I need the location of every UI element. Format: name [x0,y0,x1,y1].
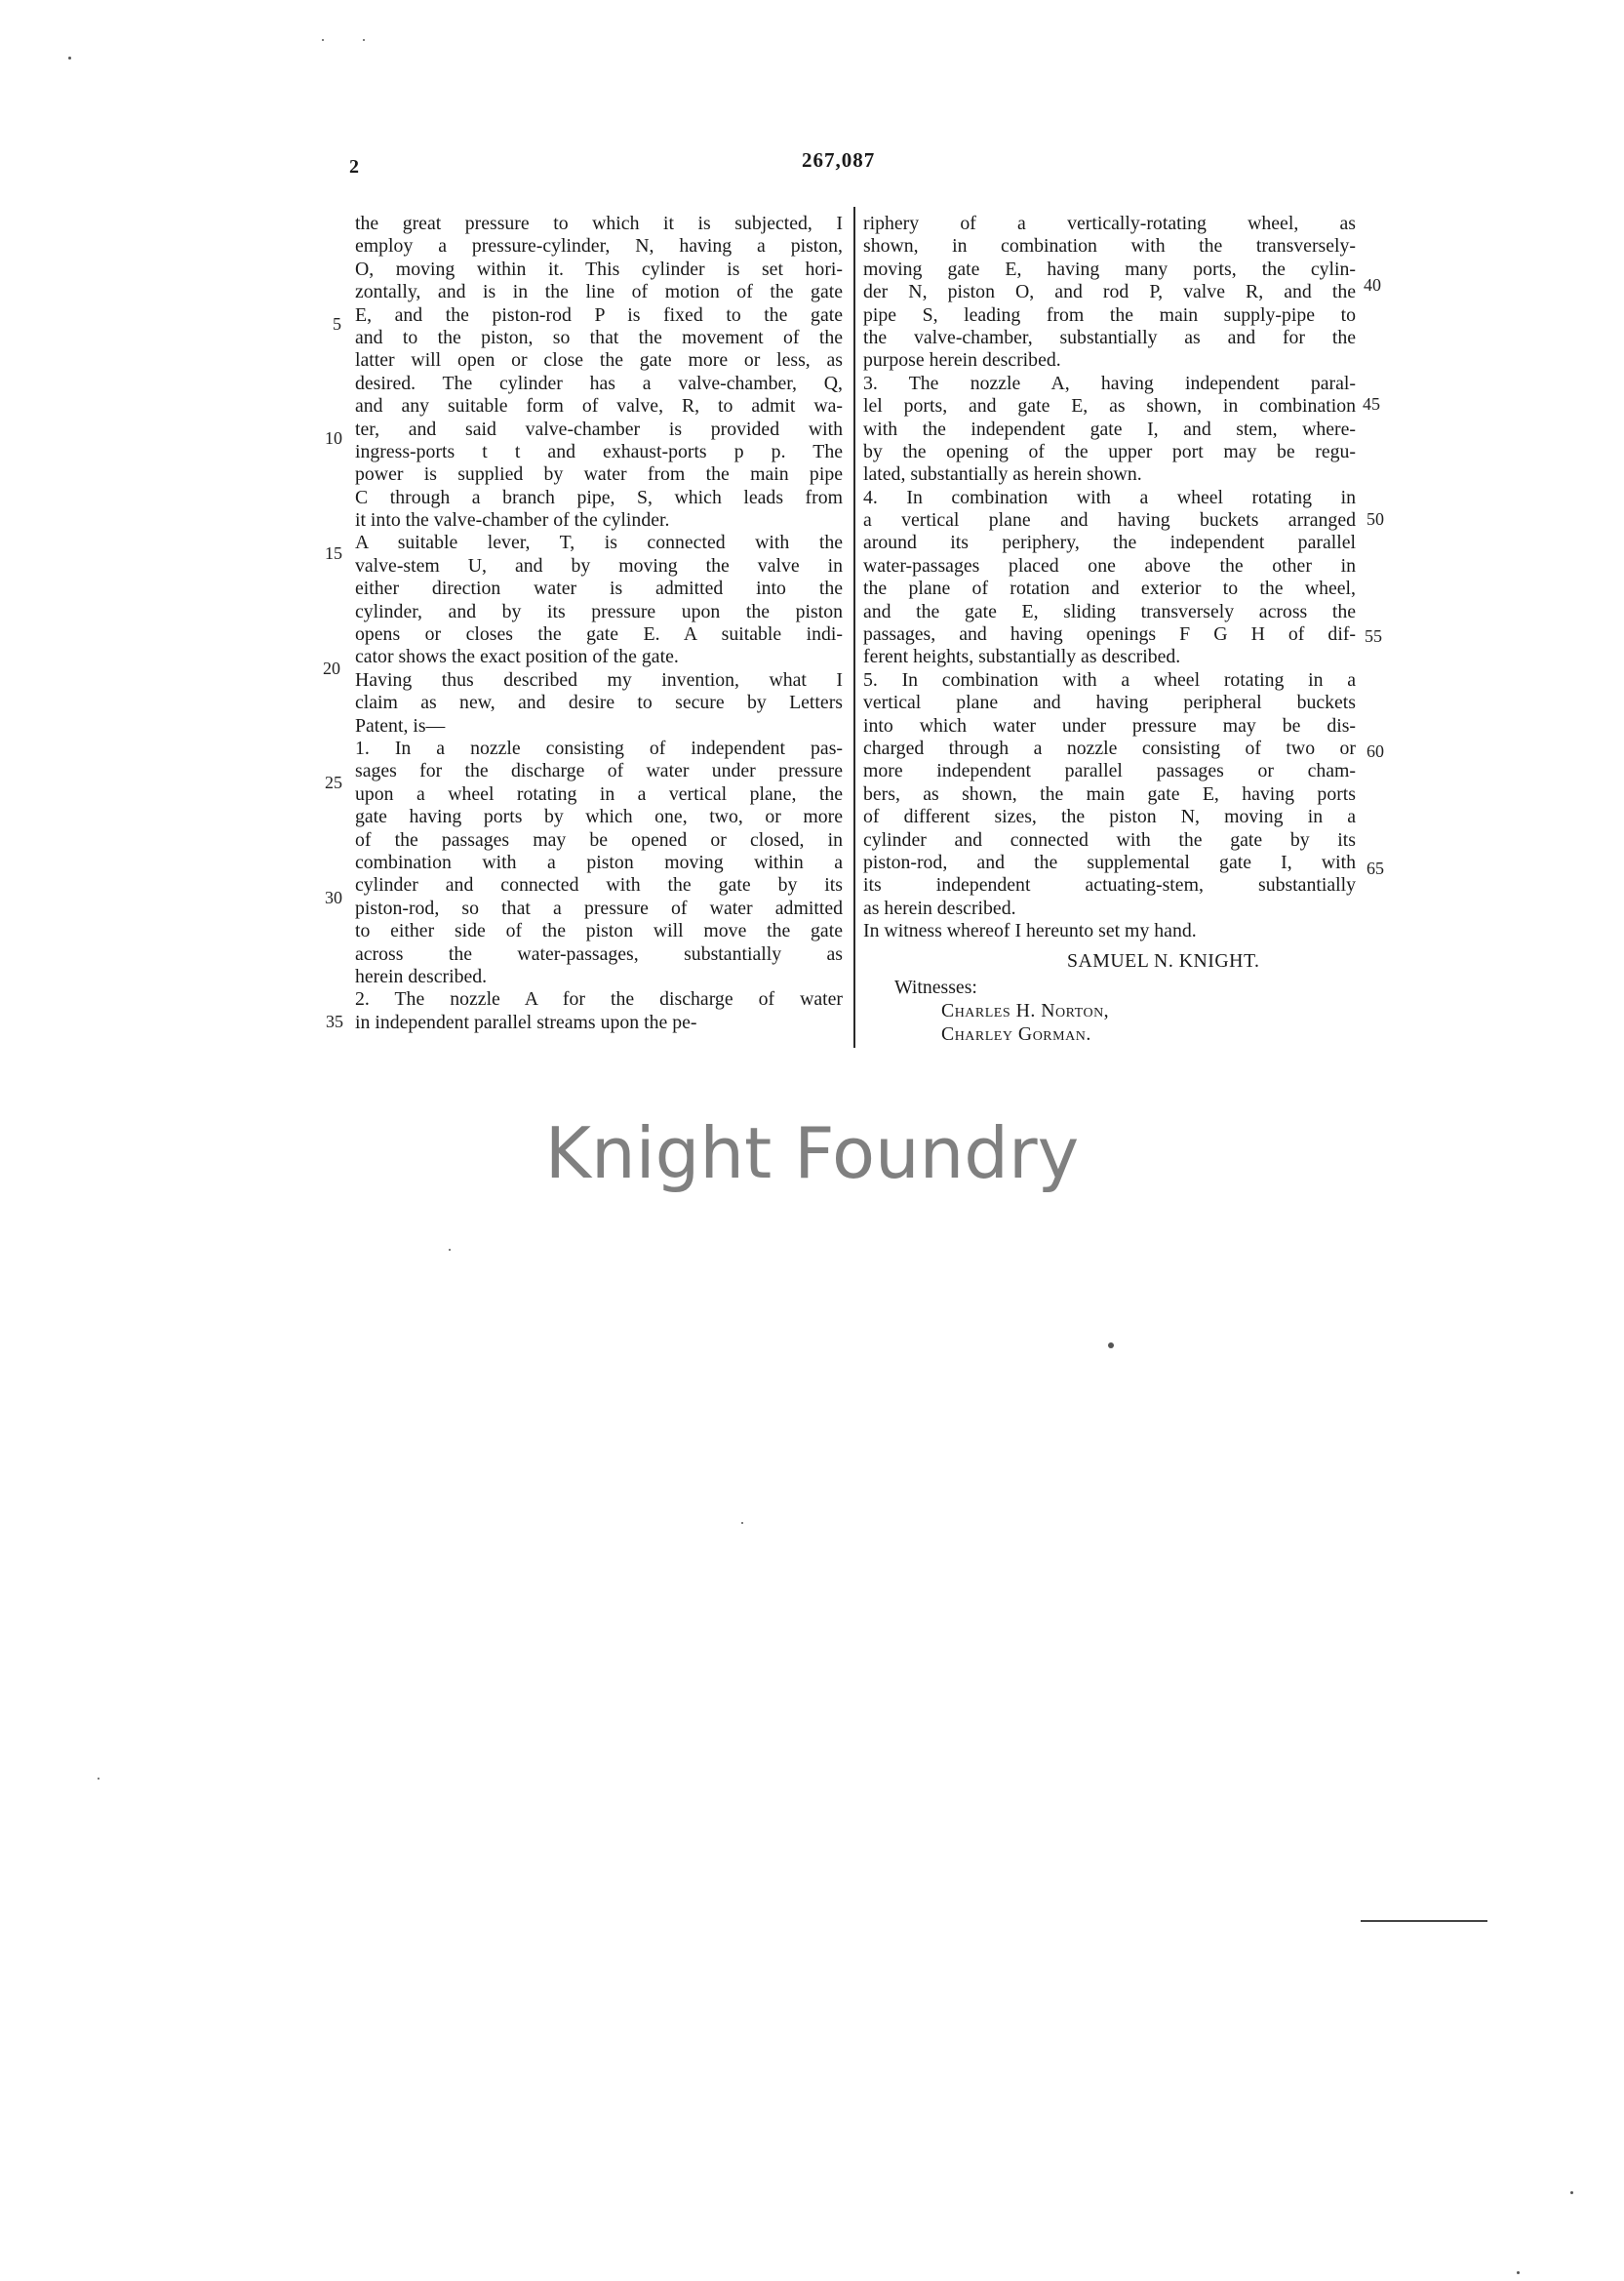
text-line: lated, substantially as herein shown. [863,463,1142,486]
text-line: zontally, and is in the line of motion of the gate [355,281,843,303]
scan-speck [363,39,365,41]
scan-speck [741,1522,743,1524]
text-line: A suitable lever, T, is connected with the [355,532,843,554]
scan-speck [1570,2191,1573,2194]
text-line: and the gate E, sliding transversely across the [863,600,1356,622]
text-line: lel ports, and gate E, as shown, in combination [863,395,1356,418]
text-line: latter will open or close the gate more or less, as [355,349,843,372]
text-line: O, moving within it. This cylinder is set hori- [355,258,843,280]
text-line: cylinder, and by its pressure upon the piston [355,600,843,622]
scan-speck [449,1249,451,1251]
text-line: riphery of a vertically-rotating wheel, as [863,213,1356,234]
text-line: piston-rod, and the supplemental gate I, with [863,851,1356,873]
text-line: cator shows the exact position of the gate. [355,646,679,668]
text-line: its independent actuating-stem, substantially [863,874,1356,897]
text-line: C through a branch pipe, S, which leads from [355,486,843,508]
line-number: 15 [325,543,342,563]
text-line: more independent parallel passages or cham- [863,760,1356,782]
text-line: ter, and said valve-chamber is provided with [355,418,843,440]
text-line: employ a pressure-cylinder, N, having a piston, [355,235,843,258]
text-line: and to the piston, so that the movement of the [355,326,843,348]
text-line: E, and the piston-rod P is fixed to the gate [355,303,843,326]
text-line: bers, as shown, the main gate E, having ports [863,782,1356,805]
line-number: 35 [326,1012,343,1031]
text-line: desired. The cylinder has a valve-chamber, Q, [355,372,843,394]
text-line: 2. The nozzle A for the discharge of water [355,988,843,1011]
text-line: and any suitable form of valve, R, to admit wa- [355,395,843,418]
witness-name: Charles H. Norton, [941,1000,1110,1021]
text-line: a vertical plane and having buckets arranged [863,509,1356,532]
text-line: ingress-ports t t and exhaust-ports p p. The [355,440,843,462]
witnesses-label: Witnesses: [894,977,977,998]
line-number: 5 [333,314,341,334]
scan-mark [1361,1920,1487,1922]
text-line: it into the valve-chamber of the cylinder. [355,509,670,532]
text-line: sages for the discharge of water under pressure [355,760,843,782]
inventor-signature: SAMUEL N. KNIGHT. [1067,950,1260,972]
scan-speck [1108,1342,1114,1348]
text-line: power is supplied by water from the main pipe [355,463,843,486]
column-divider [853,207,855,1048]
line-number: 30 [325,888,342,907]
text-line: 4. In combination with a wheel rotating in [863,486,1356,508]
text-line: cylinder and connected with the gate by its [863,828,1356,851]
scan-speck [322,39,324,41]
text-line: the valve-chamber, substantially as and for the [863,326,1356,348]
line-number: 45 [1363,394,1380,414]
text-line: by the opening of the upper port may be regu- [863,440,1356,462]
text-line: In witness whereof I hereunto set my hand. [863,920,1197,942]
line-number: 60 [1367,741,1384,761]
text-line: as herein described. [863,897,1016,919]
scan-speck [98,1778,99,1780]
text-line: the great pressure to which it is subjected, I [355,213,843,234]
text-line: opens or closes the gate E. A suitable indi- [355,623,843,646]
text-line: gate having ports by which one, two, or more [355,806,843,828]
text-line: pipe S, leading from the main supply-pipe to [863,303,1356,326]
text-line: moving gate E, having many ports, the cylin- [863,258,1356,280]
line-number: 20 [323,659,340,678]
scan-speck [68,57,71,60]
text-line: purpose herein described. [863,349,1061,372]
text-line: 5. In combination with a wheel rotating in a [863,668,1356,691]
text-line: valve-stem U, and by moving the valve in [355,554,843,577]
text-line: in independent parallel streams upon the pe- [355,1011,697,1033]
text-line: Having thus described my invention, what I [355,668,843,691]
text-line: claim as new, and desire to secure by Letters [355,692,843,714]
text-line: around its periphery, the independent parallel [863,532,1356,554]
text-line: herein described. [355,965,488,987]
right-text-column [863,213,1356,943]
line-number: 25 [325,773,342,792]
page-number: 2 [349,156,359,178]
text-line: piston-rod, so that a pressure of water admitted [355,897,843,919]
witness-name: Charley Gorman. [941,1023,1091,1045]
text-line: shown, in combination with the transversely- [863,235,1356,258]
text-line: upon a wheel rotating in a vertical plane, the [355,782,843,805]
text-line: to either side of the piston will move the gate [355,920,843,942]
text-line: 3. The nozzle A, having independent paral- [863,372,1356,394]
line-number: 40 [1364,275,1381,295]
text-line: Patent, is— [355,714,446,737]
text-line: the plane of rotation and exterior to the wheel, [863,578,1356,600]
text-line: passages, and having openings F G H of dif- [863,623,1356,646]
text-line: der N, piston O, and rod P, valve R, and the [863,281,1356,303]
line-number: 50 [1367,509,1384,529]
scan-speck [1517,2271,1520,2274]
text-line: with the independent gate I, and stem, where- [863,418,1356,440]
line-number: 10 [325,428,342,448]
line-number: 55 [1365,626,1382,646]
text-line: vertical plane and having peripheral buckets [863,692,1356,714]
text-line: 1. In a nozzle consisting of independent pas- [355,737,843,759]
text-line: into which water under pressure may be dis- [863,714,1356,737]
watermark: Knight Foundry [544,1112,1080,1194]
text-line: ferent heights, substantially as described. [863,646,1181,668]
line-number: 65 [1367,859,1384,878]
left-text-column [355,213,843,1034]
text-line: across the water-passages, substantially as [355,942,843,965]
text-line: charged through a nozzle consisting of two or [863,737,1356,759]
patent-number: 267,087 [802,148,876,172]
text-line: either direction water is admitted into the [355,578,843,600]
text-line: combination with a piston moving within a [355,851,843,873]
text-line: water-passages placed one above the other in [863,554,1356,577]
text-line: of different sizes, the piston N, moving in a [863,806,1356,828]
text-line: of the passages may be opened or closed, in [355,828,843,851]
text-line: cylinder and connected with the gate by its [355,874,843,897]
